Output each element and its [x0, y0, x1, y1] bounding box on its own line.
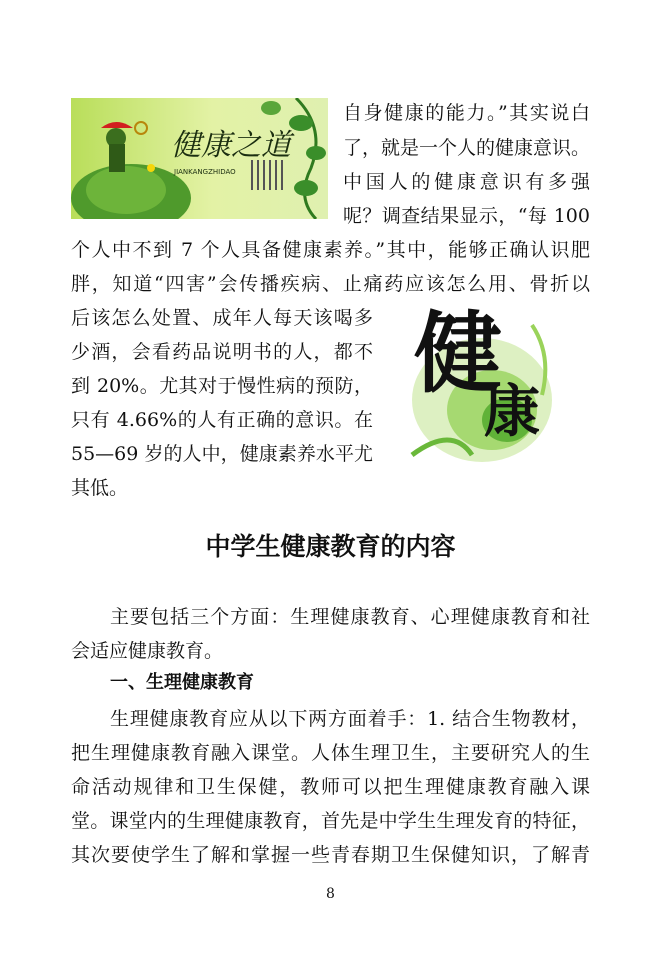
body-line: 命活动规律和卫生保健，教师可以把生理健康教育融入课 [71, 776, 590, 798]
text-line: 其低。 [71, 477, 129, 499]
illustration-pinyin: JIANKANGZHIDAO [174, 168, 236, 176]
page-number: 8 [326, 886, 335, 902]
section-heading: 中学生健康教育的内容 [205, 532, 456, 561]
text-line: 少酒，会看药品说明书的人，都不 [71, 341, 373, 363]
text-line: 个人中不到 7 个人具备健康素养。”其中，能够正确认识肥 [71, 239, 590, 261]
intro-line: 会适应健康教育。 [71, 640, 224, 662]
body-line: 把生理健康教育融入课堂。人体生理卫生，主要研究人的生 [71, 742, 590, 764]
text-line: 只有 4.66%的人有正确的意识。在 [71, 409, 373, 431]
text-line: 中国人的健康意识有多强 [343, 171, 590, 193]
illustration-calligraphy: 健康之道 [171, 128, 291, 163]
calligraphy-jian: 健 [414, 301, 503, 405]
text-line: 呢？调查结果显示，“每 100 [343, 205, 590, 227]
body-line: 其次要使学生了解和掌握一些青春期卫生保健知识，了解青 [71, 844, 590, 866]
body-line: 堂。课堂内的生理健康教育，首先是中学生生理发育的特征， [71, 810, 590, 832]
intro-line: 主要包括三个方面：生理健康教育、心理健康教育和社 [110, 606, 590, 628]
health-calligraphy-illustration [392, 295, 560, 474]
calligraphy-kang: 康 [484, 379, 540, 445]
subheading: 一、生理健康教育 [110, 672, 254, 693]
text-line: 了，就是一个人的健康意识。 [343, 137, 591, 159]
health-way-illustration [71, 98, 328, 219]
body-line: 生理健康教育应从以下两方面着手：1. 结合生物教材， [110, 708, 590, 730]
text-line: 胖，知道“四害”会传播疾病、止痛药应该怎么用、骨折以 [71, 273, 590, 295]
text-line: 55—69 岁的人中，健康素养水平尤 [71, 443, 373, 465]
text-line: 自身健康的能力。”其实说白 [343, 102, 590, 124]
text-line: 到 20%。尤其对于慢性病的预防， [71, 375, 373, 397]
text-line: 后该怎么处置、成年人每天该喝多 [71, 307, 373, 329]
